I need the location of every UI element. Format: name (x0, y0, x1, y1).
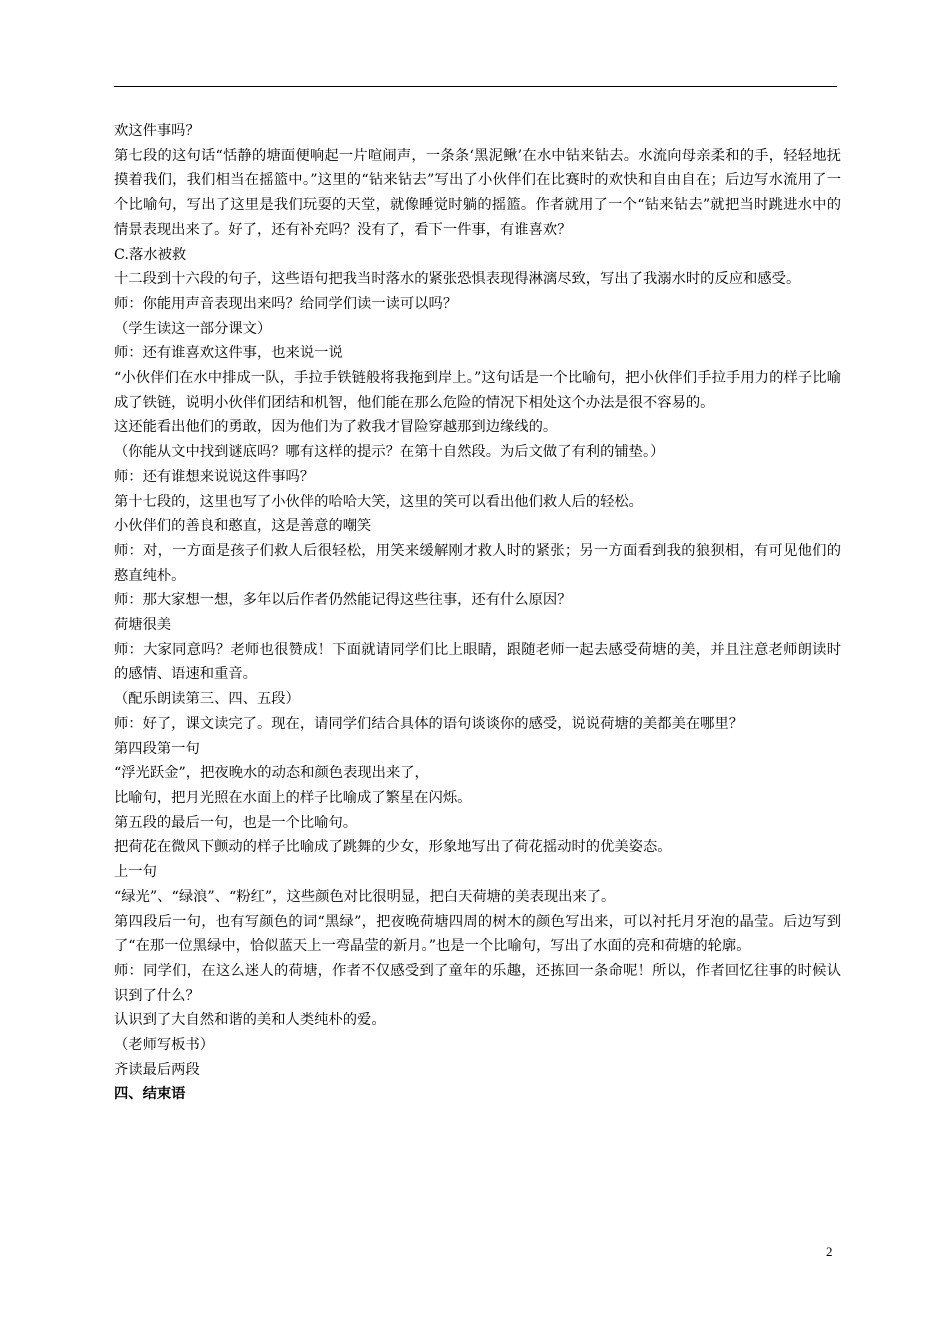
paragraph: 师：同学们，在这么迷人的荷塘，作者不仅感受到了童年的乐趣，还拣回一条命呢！所以，作者回忆往事的时候认识到了什么？ (114, 962, 841, 1004)
paragraph: 师：大家同意吗？老师也很赞成！下面就请同学们比上眼睛，跟随老师一起去感受荷塘的美，并且注意老师朗读时的感情、语速和重音。 (114, 641, 841, 683)
paragraph: 师：那大家想一想，多年以后作者仍然能记得这些往事，还有什么原因？ (114, 592, 572, 609)
paragraph: 第十七段的，这里也写了小伙伴的哈哈大笑，这里的笑可以看出他们救人后的轻松。 (114, 493, 643, 510)
paragraph: “浮光跃金”，把夜晚水的动态和颜色表现出来了， (114, 765, 429, 782)
page-number: 2 (826, 1244, 833, 1259)
paragraph: C.落水被救 (114, 246, 187, 263)
section-heading: 四、结束语 (114, 1086, 186, 1103)
paragraph: （老师写板书） (114, 1037, 215, 1054)
paragraph: 这还能看出他们的勇敢，因为他们为了救我才冒险穿越那到边缘线的。 (114, 419, 558, 436)
paragraph: 师：你能用声音表现出来吗？给同学们读一读可以吗？ (114, 295, 458, 312)
paragraph: 小伙伴们的善良和憨直，这是善意的嘲笑 (114, 518, 372, 535)
paragraph: 师：还有谁喜欢这件事，也来说一说 (114, 345, 343, 362)
paragraph: 第七段的这句话“恬静的塘面便响起一片喧闹声，一条条‘黑泥鳅’在水中钻来钻去。水流向母亲柔和的手，轻轻地抚摸着我们，我们相当在摇篮中。”这里的“钻来钻去”写出了小伙伴们在比赛时的欢快和自由自在；后边写水流用了一个比喻句，写出了这里是我们玩耍的天堂，就像睡觉时躺的摇篮。作者就用了一个“钻来钻去”就把当时跳进水中的情景表现出来了。好了，还有补充吗？没有了，看下一件事，有谁喜欢？ (114, 147, 841, 238)
header-rule (114, 86, 837, 87)
paragraph: 欢这件事吗？ (114, 123, 200, 139)
paragraph: 师：还有谁想来说说这件事吗？ (114, 468, 315, 485)
paragraph: 师：好了，课文读完了。现在，请同学们结合具体的语句谈谈你的感受，说说荷塘的美都美在哪里？ (114, 715, 744, 732)
paragraph: “小伙伴们在水中排成一队，手拉手铁链般将我拖到岸上。”这句话是一个比喻句，把小伙伴们手拉手用力的样子比喻成了铁链，说明小伙伴们团结和机智，他们能在那么危险的情况下相处这个办法是很不容易的。 (114, 370, 841, 411)
paragraph: 第五段的最后一句，也是一个比喻句。 (114, 814, 358, 831)
document-body (114, 119, 841, 1107)
paragraph: “绿光”、“绿浪”、“粉红”，这些颜色对比很明显，把白天荷塘的美表现出来了。 (114, 888, 616, 905)
paragraph: 荷塘很美 (114, 617, 172, 634)
paragraph: （配乐朗读第三、四、五段） (114, 691, 300, 708)
paragraph: 第四段后一句，也有写颜色的词“黑绿”，把夜晚荷塘四周的树木的颜色写出来，可以衬托月牙泡的晶莹。后边写到了“在那一位黑绿中，恰似蓝天上一弯晶莹的新月。”也是一个比喻句，写出了水面的亮和荷塘的轮廓。 (114, 913, 841, 955)
paragraph: （学生读这一部分课文） (114, 320, 272, 337)
paragraph: 把荷花在微风下颤动的样子比喻成了跳舞的少女，形象地写出了荷花摇动时的优美姿态。 (114, 839, 672, 856)
paragraph: 比喻句，把月光照在水面上的样子比喻成了繁星在闪烁。 (114, 789, 472, 806)
paragraph: （你能从文中找到谜底吗？哪有这样的提示？在第十自然段。为后文做了有利的铺垫。） (114, 444, 665, 461)
paragraph: 师：对，一方面是孩子们救人后很轻松，用笑来缓解刚才救人时的紧张；另一方面看到我的狼狈相，有可见他们的憨直纯朴。 (114, 542, 841, 584)
paragraph: 齐读最后两段 (114, 1061, 200, 1078)
paragraph: 十二段到十六段的句子，这些语句把我当时落水的紧张恐惧表现得淋漓尽致，写出了我溺水时的反应和感受。 (114, 271, 801, 288)
paragraph: 第四段第一句 (114, 740, 200, 757)
paragraph: 认识到了大自然和谐的美和人类纯朴的爱。 (114, 1012, 386, 1029)
paragraph: 上一句 (114, 864, 157, 881)
